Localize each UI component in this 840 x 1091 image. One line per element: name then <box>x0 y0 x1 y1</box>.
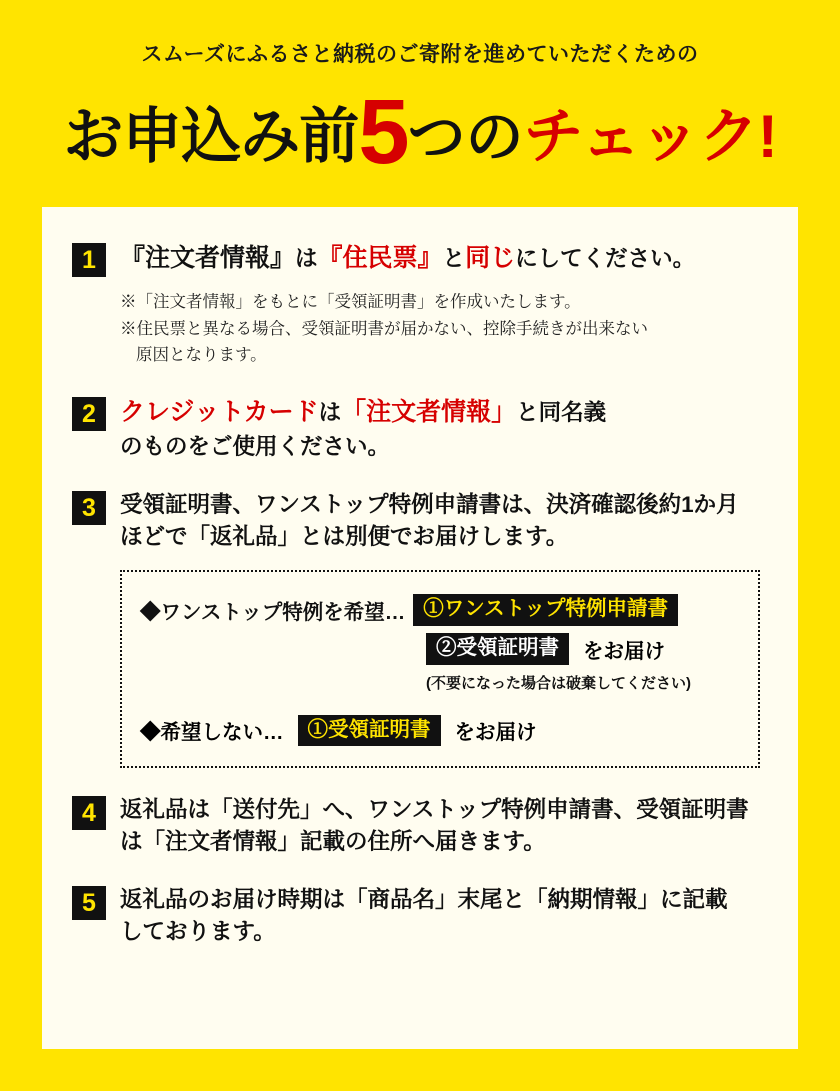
tag-receipt-certificate-1: ①受領証明書 <box>298 715 441 747</box>
item-number-5: 5 <box>72 886 106 920</box>
item1-part-2: は <box>295 246 318 271</box>
item2-part-3: 「注文者情報」 <box>341 398 517 427</box>
item-number-3: 3 <box>72 491 106 525</box>
item-body-1 <box>120 241 768 277</box>
page-title-number: 5 <box>358 81 408 183</box>
item3-line-1: 受領証明書、ワンストップ特例申請書は、決済確認後約1か月 <box>120 491 739 517</box>
item-body-4 <box>120 794 768 858</box>
item1-part-4: と <box>442 246 466 271</box>
checklist-item-1 <box>72 241 768 277</box>
item-body-5 <box>120 884 768 948</box>
checklist-item-5 <box>72 884 768 948</box>
one-stop-wish-row-2 <box>426 633 740 665</box>
page-title <box>0 80 840 183</box>
page-title-pre: お申込み前 <box>63 103 359 170</box>
item-1-notes <box>120 289 768 369</box>
one-stop-nowish-label: ◆希望しない… <box>140 721 284 745</box>
one-stop-wish-row <box>140 594 740 626</box>
item1-part-5: 同じ <box>465 244 516 272</box>
item1-note-3: 原因となります。 <box>136 346 267 365</box>
one-stop-nowish-suffix: をお届け <box>454 721 537 745</box>
checklist-item-4 <box>72 794 768 858</box>
page-title-check: チェック! <box>523 103 777 170</box>
item1-note-1: ※「注文者情報」をもとに「受領証明書」を作成いたします。 <box>120 293 581 311</box>
item4-line-2: は「注文者情報」記載の住所へ届きます。 <box>120 829 546 855</box>
tag-receipt-certificate-2: ②受領証明書 <box>426 633 569 665</box>
item2-line-2: のものをご使用ください。 <box>120 433 391 459</box>
item-body-2 <box>120 395 768 462</box>
item2-part-1: クレジットカード <box>120 398 319 427</box>
one-stop-wish-label: ◆ワンストップ特例を希望… <box>140 601 406 625</box>
item4-line-1: 返礼品は「送付先」へ、ワンストップ特例申請書、受領証明書 <box>120 797 749 823</box>
item5-line-2: しております。 <box>120 919 276 945</box>
item1-part-3: 『住民票』 <box>317 244 443 272</box>
checklist-item-3 <box>72 489 768 553</box>
checklist-card <box>42 207 798 1049</box>
item2-part-4: と同名義 <box>516 400 607 426</box>
one-stop-info-box <box>120 570 760 768</box>
item2-part-2: は <box>318 400 342 426</box>
item-body-3 <box>120 489 768 553</box>
item1-note-2: ※住民票と異なる場合、受領証明書が届かない、控除手続きが出来ない <box>120 319 648 338</box>
one-stop-wish-suffix: をお届け <box>583 639 665 663</box>
tag-one-stop-application: ①ワンストップ特例申請書 <box>413 594 678 626</box>
item2-line-1 <box>120 395 768 431</box>
header <box>0 0 840 183</box>
page-title-counter: つの <box>407 105 524 170</box>
one-stop-discard-note: (不要になった場合は破棄してください) <box>426 674 691 692</box>
item5-line-1: 返礼品のお届け時期は「商品名」末尾と「納期情報」に記載 <box>120 887 728 913</box>
item-number-2: 2 <box>72 397 106 431</box>
item1-part-6: にしてください。 <box>515 246 696 271</box>
item3-line-2: ほどで「返礼品」とは別便でお届けします。 <box>120 523 569 549</box>
one-stop-nowish-row <box>140 715 740 747</box>
item-number-1: 1 <box>72 243 106 277</box>
item-number-4: 4 <box>72 796 106 830</box>
checklist-item-2 <box>72 395 768 462</box>
item1-part-1: 『注文者情報』 <box>120 244 296 272</box>
header-subtitle: スムーズにふるさと納税のご寄附を進めていただくための <box>141 43 699 66</box>
